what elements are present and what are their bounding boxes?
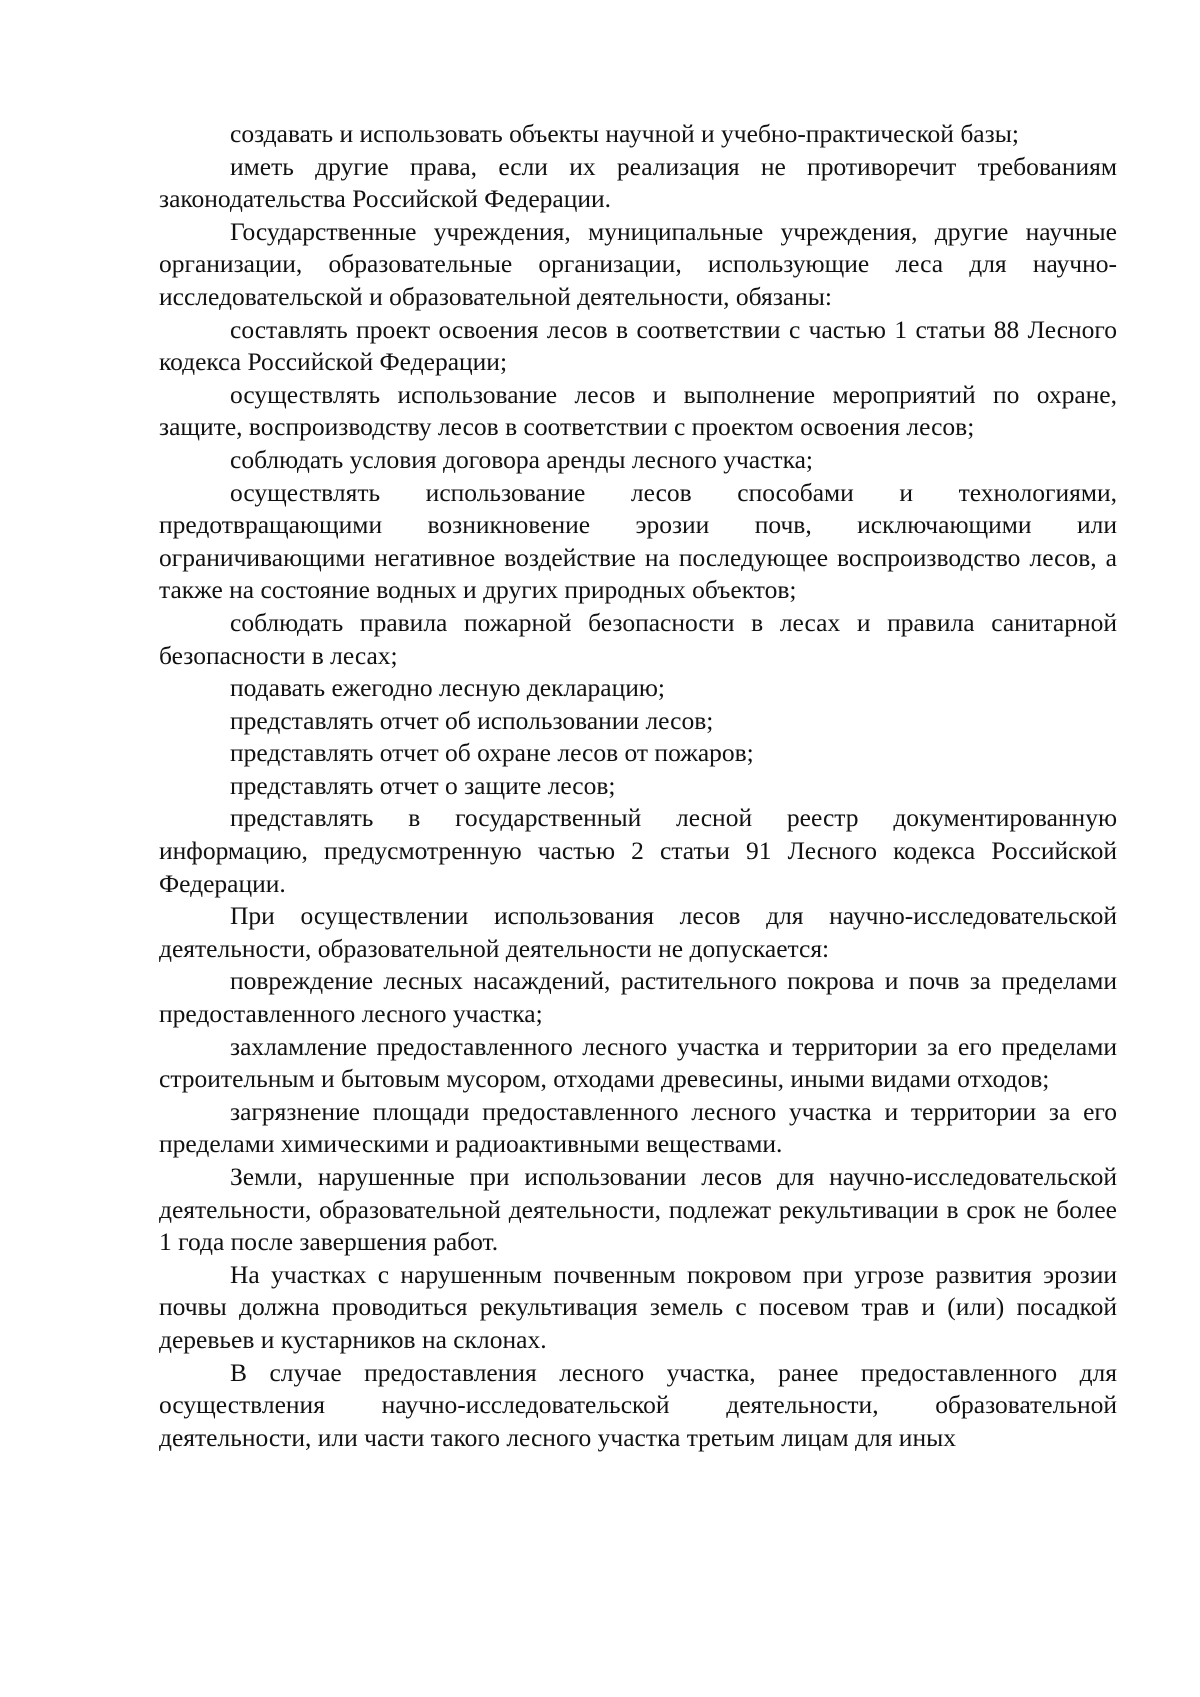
paragraph: представлять в государственный лесной реестр документированную информацию, предусмотренную частью 2 статьи 91 Лесного кодекса Российской Федерации.: [159, 803, 1117, 898]
paragraph: При осуществлении использования лесов для научно-исследовательской деятельности, образовательной деятельности не допускается:: [159, 901, 1117, 963]
paragraph: соблюдать правила пожарной безопасности в лесах и правила санитарной безопасности в лесах;: [159, 607, 1117, 670]
paragraph: повреждение лесных насаждений, растительного покрова и почв за пределами предоставленного лесного участка;: [159, 966, 1117, 1029]
paragraph: представлять отчет об охране лесов от пожаров;: [230, 738, 754, 768]
paragraph: иметь другие права, если их реализация не противоречит требованиям законодательства Российской Федерации.: [159, 151, 1117, 214]
paragraph: На участках с нарушенным почвенным покровом при угрозе развития эрозии почвы должна проводиться рекультивация земель с посевом трав и (или) посадкой деревьев и кустарников на склонах.: [159, 1259, 1117, 1354]
paragraph: создавать и использовать объекты научной и учебно-практической базы;: [230, 119, 1019, 148]
document-page: [159, 118, 1117, 1454]
paragraph: подавать ежегодно лесную декларацию;: [230, 673, 666, 703]
paragraph: захламление предоставленного лесного участка и территории за его пределами строительным и бытовым мусором, отходами древесины, иными видами отходов;: [159, 1031, 1117, 1094]
paragraph: представлять отчет об использовании лесов;: [230, 705, 714, 735]
paragraph: осуществлять использование лесов и выполнение мероприятий по охране, защите, воспроизводству лесов в соответствии с проектом освоения лесов;: [159, 379, 1117, 442]
paragraph: представлять отчет о защите лесов;: [230, 770, 616, 800]
paragraph: В случае предоставления лесного участка, ранее предоставленного для осуществления научно-исследовательской деятельности, образовательной деятельности, или части такого лесного участка третьим лицам для иных: [159, 1357, 1117, 1452]
paragraph: соблюдать условия договора аренды лесного участка;: [230, 444, 813, 474]
paragraph: Земли, нарушенные при использовании лесов для научно-исследовательской деятельности, образовательной деятельности, подлежат рекультивации в срок не более 1 года после завершения работ.: [159, 1162, 1117, 1257]
paragraph: осуществлять использование лесов способами и технологиями, предотвращающими возникновение эрозии почв, исключающими или ограничивающими негативное воздействие на последующее воспроизводство лесов, а также на состояние водных и других природных объектов;: [159, 477, 1117, 605]
paragraph: Государственные учреждения, муниципальные учреждения, другие научные организации, образовательные организации, использующие леса для научно-исследовательской и образовательной деятельности, обязаны:: [159, 216, 1117, 311]
paragraph: составлять проект освоения лесов в соответствии с частью 1 статьи 88 Лесного кодекса Российской Федерации;: [159, 314, 1117, 377]
paragraph: загрязнение площади предоставленного лесного участка и территории за его пределами химическими и радиоактивными веществами.: [159, 1096, 1117, 1159]
